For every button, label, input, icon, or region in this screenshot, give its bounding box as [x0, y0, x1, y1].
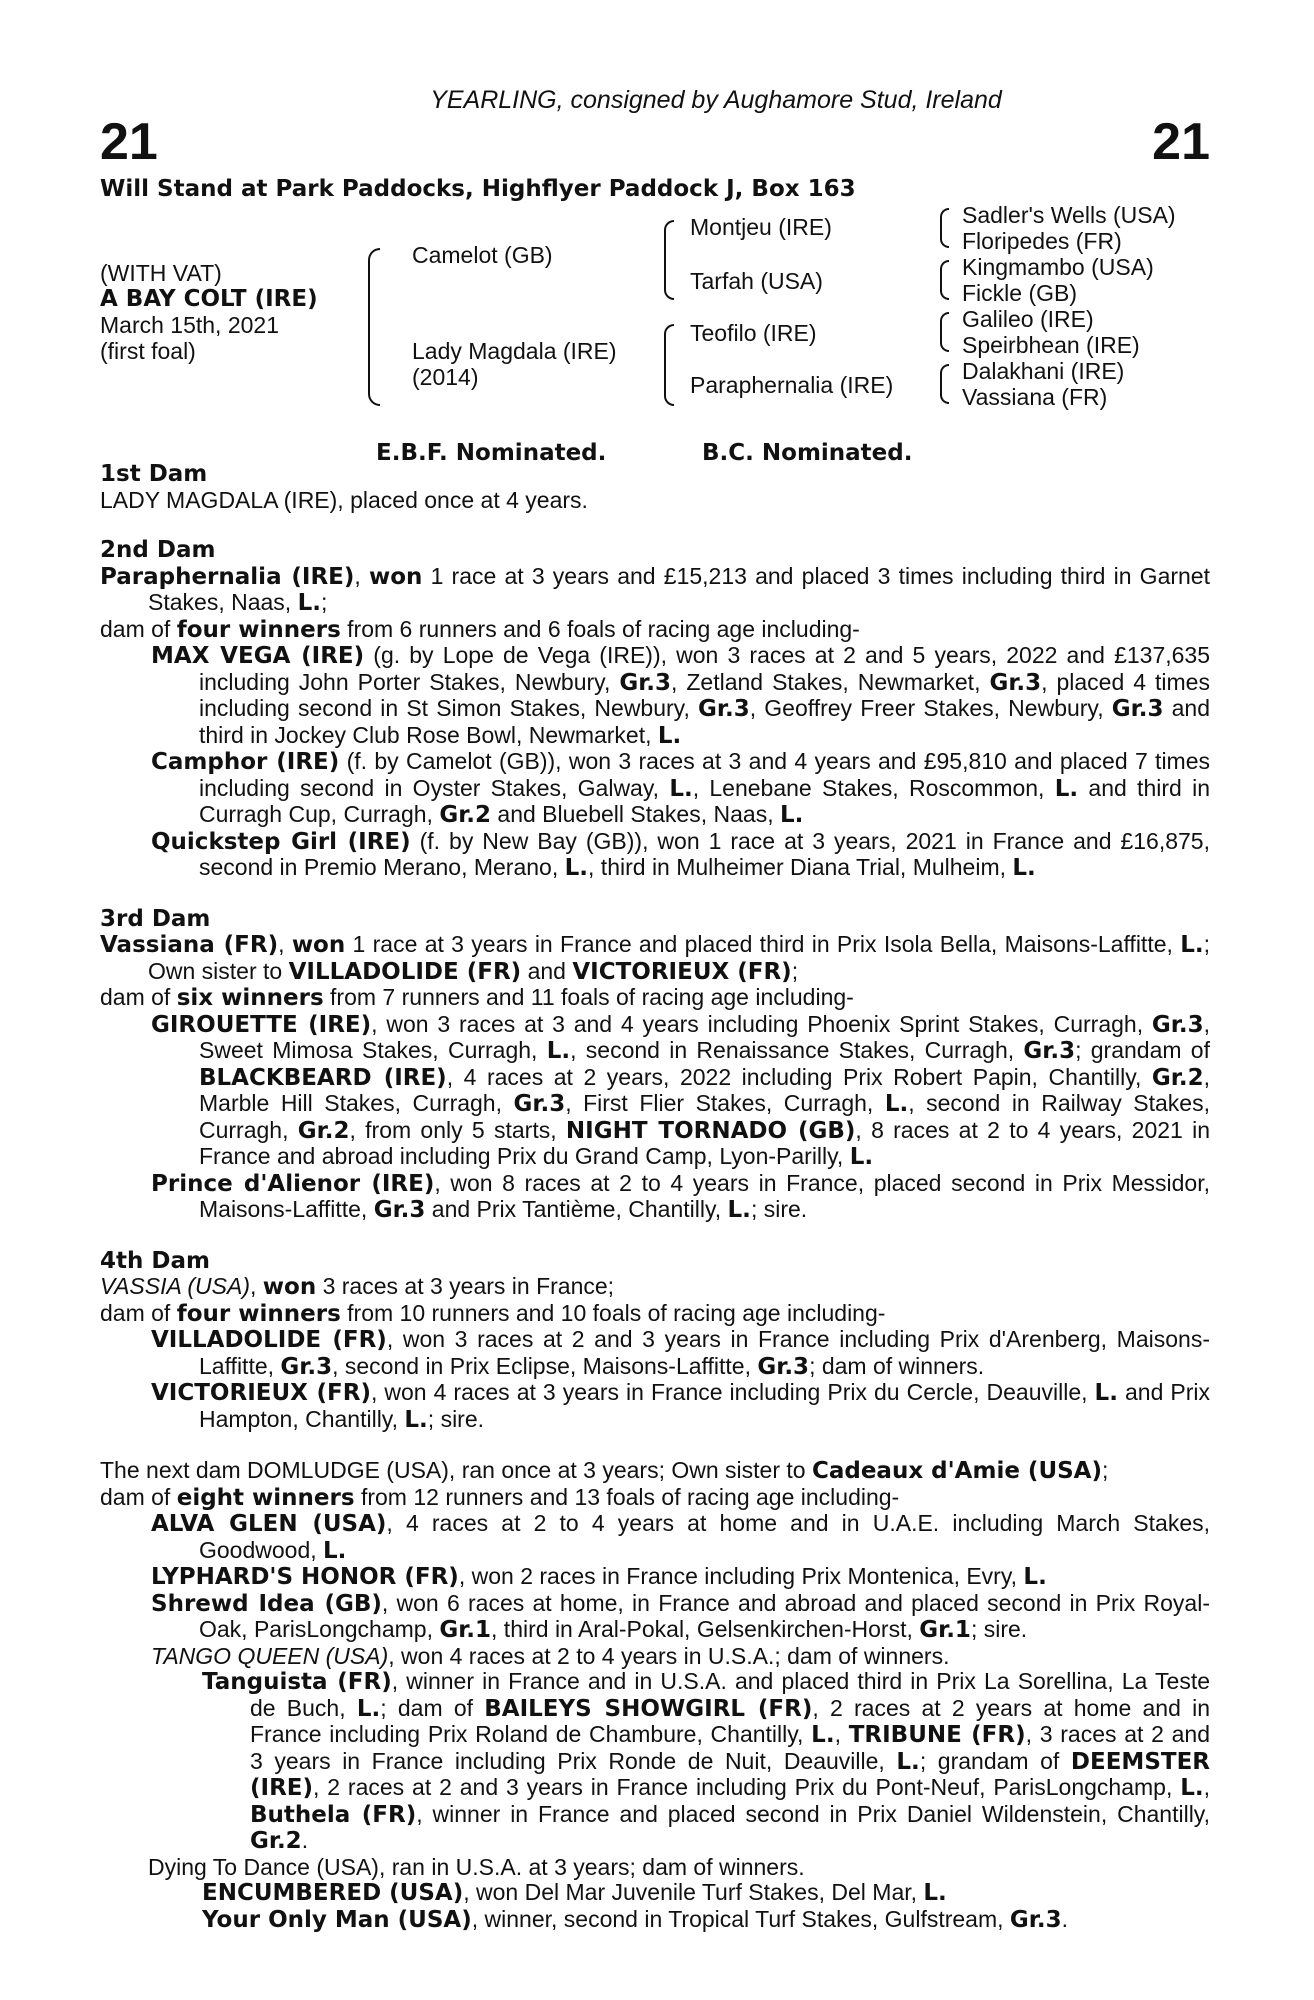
dam3-produce: dam of six winners from 7 runners and 11 foals of racing age including-: [100, 984, 854, 1011]
foal-note: (first foal): [100, 338, 196, 364]
pedigree-notes: [100, 462, 1210, 1933]
dam4-summary: VASSIA (USA), won 3 races at 3 years in France;: [100, 1273, 615, 1300]
next-progeny-5: Tanguista (FR), winner in France and in U.S.A. and placed third in Prix La Sorellina, La Teste de Buch, L.; dam of BAILEYS SHOWGIRL (FR), 2 races at 2 years at home and in France including Prix Roland de Chambure, Chantilly, L., TRIBUNE (FR), 3 races at 2 and 3 years in France including Prix Ronde de Nuit, Deauville, L.; grandam of DEEMSTER (IRE), 2 races at 2 and 3 years in France including Prix du Pont-Neuf, ParisLongchamp, L., Buthela (FR), winner in France and placed second in Prix Daniel Wildenstein, Chantilly, Gr.2.: [202, 1668, 1211, 1854]
dam4-progeny-2: VICTORIEUX (FR), won 4 races at 3 years in France including Prix du Cercle, Deauville, L. and Prix Hampton, Chantilly, L.; sire.: [151, 1379, 1210, 1433]
bc-nomination: B.C. Nominated.: [702, 440, 913, 466]
dam2-progeny-2: Camphor (IRE) (f. by Camelot (GB)), won 3 races at 3 and 4 years and £95,810 and placed 7 times including second in Oyster Stakes, Galway, L., Lenebane Stakes, Roscommon, L. and third in Curragh Cup, Curragh, Gr.2 and Bluebell Stakes, Naas, L.: [151, 748, 1211, 828]
horse-name: A BAY COLT (IRE): [100, 286, 318, 312]
ancestor-ddd: Vassiana (FR): [962, 384, 1108, 410]
vat-note: (WITH VAT): [100, 260, 222, 286]
dam2-heading: 2nd Dam: [100, 537, 216, 563]
ancestor-ssd: Floripedes (FR): [962, 228, 1122, 254]
ancestor-dds: Dalakhani (IRE): [962, 358, 1125, 384]
dam: Lady Magdala (IRE): [412, 338, 617, 364]
dam1-text: LADY MAGDALA (IRE), placed once at 4 years.: [100, 486, 588, 513]
next-dam-summary: The next dam DOMLUDGE (USA), ran once at 3 years; Own sister to Cadeaux d'Amie (USA);: [100, 1457, 1109, 1484]
stand-location: Will Stand at Park Paddocks, Highflyer Paddock J, Box 163: [100, 176, 856, 202]
brace-g4: [940, 364, 949, 404]
ancestor-sdd: Fickle (GB): [962, 280, 1077, 306]
sire: Camelot (GB): [412, 242, 553, 268]
dam2-summary: Paraphernalia (IRE), won 1 race at 3 years and £15,213 and placed 3 times including third in Garnet Stakes, Naas, L.;: [100, 562, 1210, 616]
brace-g1: [940, 208, 949, 248]
ancestor-sss: Sadler's Wells (USA): [962, 202, 1176, 228]
ancestor-dss: Galileo (IRE): [962, 306, 1094, 332]
foaling-date: March 15th, 2021: [100, 312, 280, 338]
next-progeny-6: Dying To Dance (USA), ran in U.S.A. at 3 years; dam of winners.: [148, 1853, 805, 1880]
pedigree-table: [100, 200, 1210, 430]
brace-sire-dam: [368, 248, 380, 406]
sire-dam: Tarfah (USA): [690, 268, 823, 294]
ancestor-dsd: Speirbhean (IRE): [962, 332, 1140, 358]
dam3-progeny-1: GIROUETTE (IRE), won 3 races at 3 and 4 years including Phoenix Sprint Stakes, Curragh, Gr.3, Sweet Mimosa Stakes, Curragh, L., second in Renaissance Stakes, Curragh, Gr.3; grandam of BLACKBEARD (IRE), 4 races at 2 years, 2022 including Prix Robert Papin, Chantilly, Gr.2, Marble Hill Stakes, Curragh, Gr.3, First Flier Stakes, Curragh, L., second in Railway Stakes, Curragh, Gr.2, from only 5 starts, NIGHT TORNADO (GB), 8 races at 2 to 4 years, 2021 in France and abroad including Prix du Grand Camp, Lyon-Parilly, L.: [151, 1010, 1211, 1170]
ancestor-sds: Kingmambo (USA): [962, 254, 1154, 280]
dam2-produce: dam of four winners from 6 runners and 6 foals of racing age including-: [100, 615, 860, 643]
ebf-nomination: E.B.F. Nominated.: [376, 440, 607, 466]
dam-dam: Paraphernalia (IRE): [690, 372, 894, 398]
dam-year: (2014): [412, 364, 479, 390]
next-progeny-2: LYPHARD'S HONOR (FR), won 2 races in France including Prix Montenica, Evry, L.: [151, 1563, 1047, 1590]
next-progeny-1: ALVA GLEN (USA), 4 races at 2 to 4 years at home and in U.A.E. including March Stakes, Goodwood, L.: [151, 1510, 1211, 1564]
next-progeny-8: Your Only Man (USA), winner, second in Tropical Turf Stakes, Gulfstream, Gr.3.: [202, 1905, 1068, 1933]
dam-sire: Teofilo (IRE): [690, 320, 817, 346]
consignor-line: YEARLING, consigned by Aughamore Stud, Ireland: [430, 86, 1002, 114]
sire-sire: Montjeu (IRE): [690, 214, 832, 240]
next-dam-produce: dam of eight winners from 12 runners and 13 foals of racing age including-: [100, 1483, 900, 1511]
lot-number-left: 21: [100, 113, 158, 171]
dam3-heading: 3rd Dam: [100, 905, 211, 932]
dam4-progeny-1: VILLADOLIDE (FR), won 3 races at 2 and 3 years in France including Prix d'Arenberg, Maisons-Laffitte, Gr.3, second in Prix Eclipse, Maisons-Laffitte, Gr.3; dam of winners.: [151, 1326, 1210, 1380]
brace-g2: [940, 260, 949, 300]
next-progeny-7: ENCUMBERED (USA), won Del Mar Juvenile Turf Stakes, Del Mar, L.: [202, 1879, 947, 1906]
brace-g3: [940, 312, 949, 352]
dam4-produce: dam of four winners from 10 runners and 10 foals of racing age including-: [100, 1299, 886, 1327]
dam3-progeny-2: Prince d'Alienor (IRE), won 8 races at 2 to 4 years in France, placed second in Prix Messidor, Maisons-Laffitte, Gr.3 and Prix Tantième, Chantilly, L.; sire.: [151, 1169, 1210, 1223]
brace-sire-line: [664, 220, 674, 300]
dam2-progeny-3: Quickstep Girl (IRE) (f. by New Bay (GB)), won 1 race at 3 years, 2021 in France and £16,875, second in Premio Merano, Merano, L., third in Mulheimer Diana Trial, Mulheim, L.: [151, 827, 1210, 881]
brace-dam-line: [664, 324, 674, 406]
dam4-heading: 4th Dam: [100, 1247, 210, 1274]
lot-number-right: 21: [1152, 113, 1210, 171]
next-progeny-4: TANGO QUEEN (USA), won 4 races at 2 to 4 years in U.S.A.; dam of winners.: [151, 1642, 950, 1669]
dam1-heading: 1st Dam: [100, 461, 208, 487]
dam3-summary: Vassiana (FR), won 1 race at 3 years in France and placed third in Prix Isola Bella, Maisons-Laffitte, L.; Own sister to VILLADOLIDE (FR) and VICTORIEUX (FR);: [100, 931, 1210, 985]
next-progeny-3: Shrewd Idea (GB), won 6 races at home, in France and abroad and placed second in Prix Royal-Oak, ParisLongchamp, Gr.1, third in Aral-Pokal, Gelsenkirchen-Horst, Gr.1; sire.: [151, 1589, 1210, 1643]
dam2-progeny-1: MAX VEGA (IRE) (g. by Lope de Vega (IRE)), won 3 races at 2 and 5 years, 2022 and £137,635 including John Porter Stakes, Newbury, Gr.3, Zetland Stakes, Newmarket, Gr.3, placed 4 times including second in St Simon Stakes, Newbury, Gr.3, Geoffrey Freer Stakes, Newbury, Gr.3 and third in Jockey Club Rose Bowl, Newmarket, L.: [151, 642, 1211, 749]
